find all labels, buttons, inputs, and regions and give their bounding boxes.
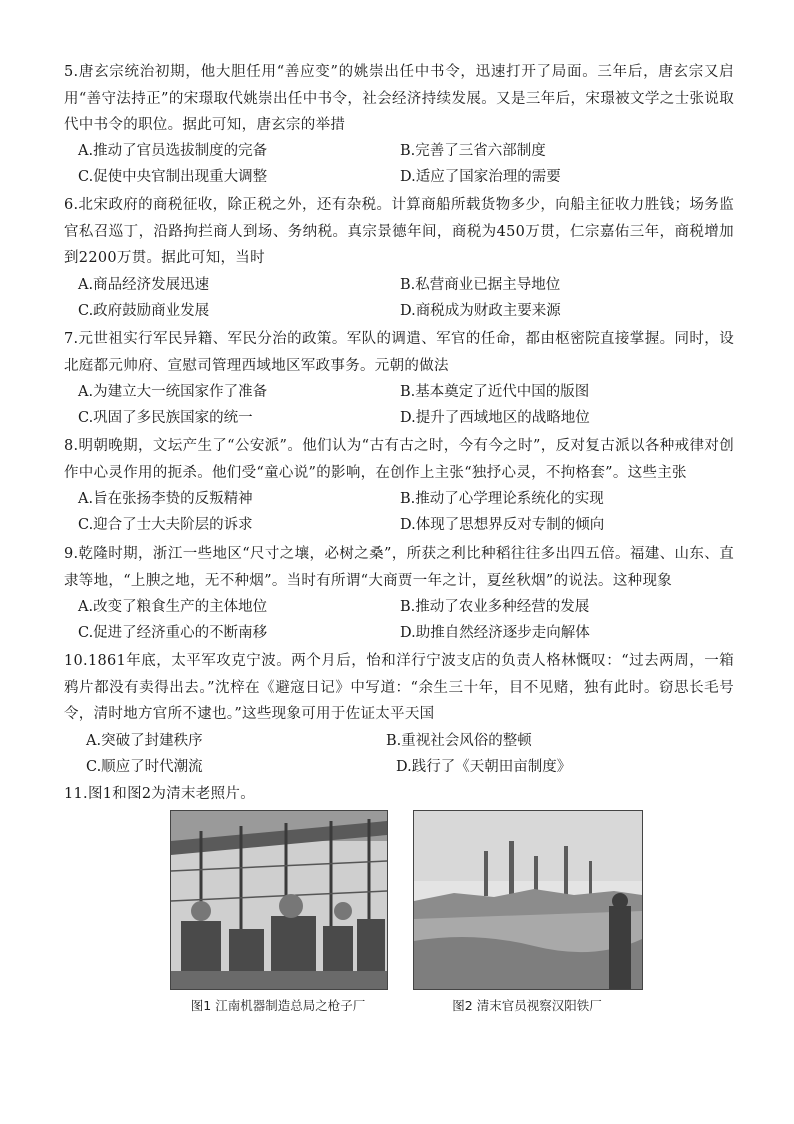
question-8-option-a[interactable]: A.旨在张扬李贽的反叛精神 [78, 491, 253, 507]
question-7-option-b[interactable]: B.基本奠定了近代中国的版图 [400, 384, 590, 400]
question-8-options-row-1 [78, 486, 728, 512]
question-6-option-c[interactable]: C.政府鼓励商业发展 [78, 303, 210, 319]
question-10-options-row-2 [78, 754, 728, 780]
question-5-option-d[interactable]: D.适应了国家治理的需要 [400, 169, 561, 185]
question-9-options-row-1 [78, 594, 728, 620]
question-8-options-row-2 [78, 512, 728, 538]
question-6-option-a[interactable]: A.商品经济发展迅速 [78, 277, 210, 293]
question-5-stem: 5.唐玄宗统治初期，他大胆任用“善应变”的姚崇出任中书令，迅速打开了局面。三年后，唐玄宗又启用“善守法持正”的宋璟取代姚崇出任中书令，社会经济持续发展。又是三年后，宋璟被文学之士张说取代中书令的职位。据此可知，唐玄宗的举措 [64, 64, 734, 133]
figure-1-photo [170, 810, 388, 990]
question-10-option-b[interactable]: B.重视社会风俗的整顿 [386, 733, 532, 749]
figure-1 [170, 810, 392, 1020]
question-8-option-d[interactable]: D.体现了思想界反对专制的倾向 [400, 517, 605, 533]
question-7-option-c[interactable]: C.巩固了多民族国家的统一 [78, 410, 253, 426]
question-11-stem: 11.图1和图2为清末老照片。 [64, 786, 256, 802]
figure-2-caption: 图2 清末官员视察汉阳铁厂 [452, 998, 602, 1013]
question-5-option-b[interactable]: B.完善了三省六部制度 [400, 143, 546, 159]
question-9-stem: 9.乾隆时期，浙江一些地区“尺寸之壤，必树之桑”，所获之利比种稻往往多出四五倍。福建、山东、直隶等地，“上腴之地，无不种烟”。当时有所谓“大商贾一年之计，夏丝秋烟”的说法。这种现象 [64, 546, 734, 589]
question-9-option-d[interactable]: D.助推自然经济逐步走向解体 [400, 625, 590, 641]
question-7-options-row-2 [78, 405, 728, 431]
question-5-option-a[interactable]: A.推动了官员选拔制度的完备 [78, 143, 268, 159]
question-10-stem: 10.1861年底，太平军攻克宁波。两个月后，怡和洋行宁波支店的负责人格林慨叹：“过去两周，一箱鸦片都没有卖得出去。”沈梓在《避寇日记》中写道：“余生三十年，目不见赌，独有此时。窃思长毛号令，清时地方官所不逮也。”这些现象可用于佐证太平天国 [64, 653, 734, 722]
question-9-option-a[interactable]: A.改变了粮食生产的主体地位 [78, 599, 268, 615]
question-8-stem: 8.明朝晚期，文坛产生了“公安派”。他们认为“古有古之时，今有今之时”，反对复古派以各种戒律对创作中心灵作用的扼杀。他们受“童心说”的影响，在创作上主张“独抒心灵，不拘格套”。这些主张 [64, 438, 734, 481]
question-6-option-d[interactable]: D.商税成为财政主要来源 [400, 303, 561, 319]
question-8-option-c[interactable]: C.迎合了士大夫阶层的诉求 [78, 517, 253, 533]
question-8-option-b[interactable]: B.推动了心学理论系统化的实现 [400, 491, 604, 507]
figure-1-caption: 图1 江南机器制造总局之枪子厂 [190, 998, 366, 1013]
question-7-option-a[interactable]: A.为建立大一统国家作了准备 [78, 384, 268, 400]
question-10-option-a[interactable]: A.突破了封建秩序 [86, 733, 203, 749]
question-5-options-row-2 [78, 164, 728, 190]
question-7-stem: 7.元世祖实行军民异籍、军民分治的政策。军队的调遣、军官的任命，都由枢密院直接掌握。同时，设北庭都元帅府、宣慰司管理西域地区军政事务。元朝的做法 [64, 331, 734, 374]
question-6-option-b[interactable]: B.私营商业已据主导地位 [400, 277, 561, 293]
question-9-option-c[interactable]: C.促进了经济重心的不断南移 [78, 625, 268, 641]
figure-2 [413, 810, 645, 1020]
question-6-options-row-2 [78, 298, 728, 324]
ironworks-landscape-image [414, 811, 642, 989]
question-6-stem: 6.北宋政府的商税征收，除正税之外，还有杂税。计算商船所载货物多少，向船主征收力胜钱；场务监官私召巡丁，沿路拘拦商人到场、务纳税。真宗景德年间，商税为450万贯，仁宗嘉佑三年，商税增加到2200万贯。据此可知，当时 [64, 197, 734, 266]
question-9-options-row-2 [78, 620, 728, 646]
question-10-options-row-1 [78, 728, 728, 754]
factory-interior-image [171, 811, 387, 989]
question-9-option-b[interactable]: B.推动了农业多种经营的发展 [400, 599, 590, 615]
question-5-options-row-1 [78, 138, 728, 164]
question-6-options-row-1 [78, 272, 728, 298]
question-7-option-d[interactable]: D.提升了西域地区的战略地位 [400, 410, 590, 426]
question-7-options-row-1 [78, 379, 728, 405]
question-10-option-d[interactable]: D.践行了《天朝田亩制度》 [396, 759, 572, 775]
question-10-option-c[interactable]: C.顺应了时代潮流 [86, 759, 203, 775]
question-5-option-c[interactable]: C.促使中央官制出现重大调整 [78, 169, 268, 185]
figure-2-photo [413, 810, 643, 990]
